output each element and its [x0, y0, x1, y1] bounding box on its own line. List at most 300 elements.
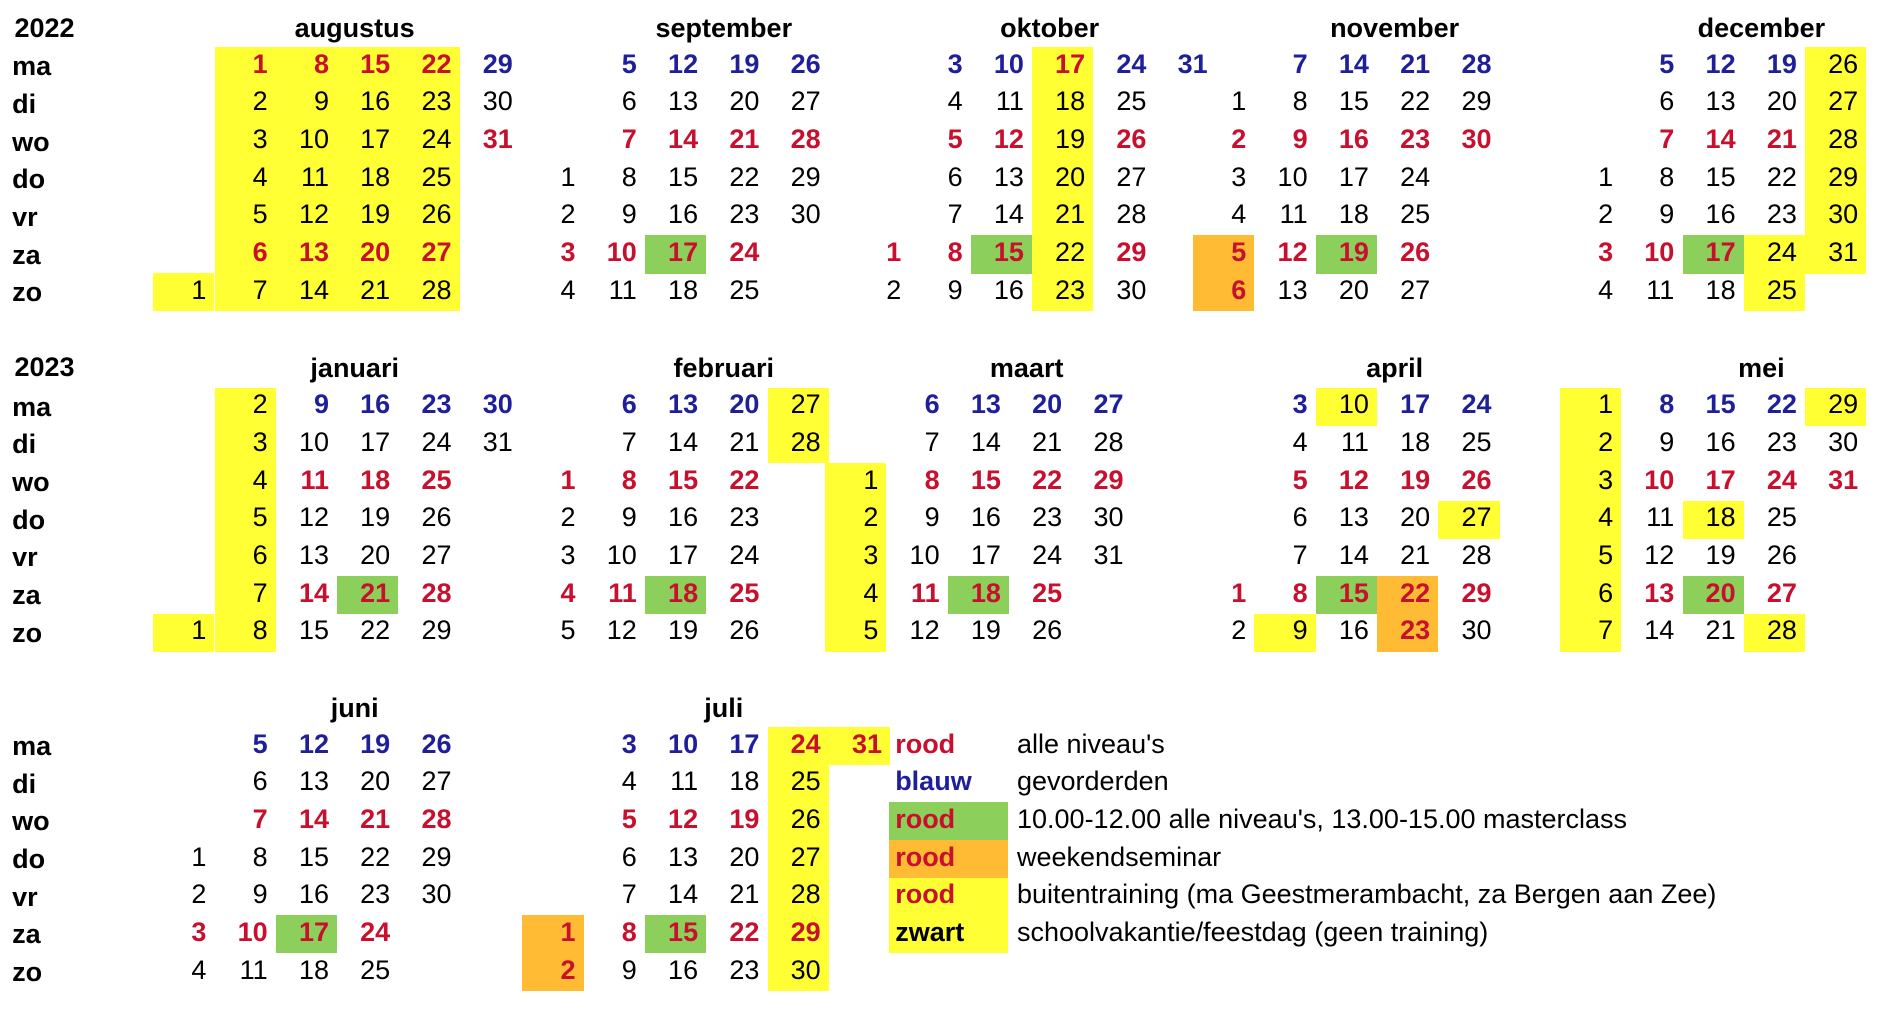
day-number: 25: [1032, 577, 1063, 608]
day-number: 8: [1292, 86, 1308, 117]
day-number: 3: [621, 728, 637, 759]
day-number: 12: [1277, 237, 1308, 267]
day-number: 15: [1705, 389, 1736, 420]
day-number: 1: [1598, 389, 1614, 420]
day-number: 19: [1400, 464, 1431, 495]
day-number: 24: [1032, 539, 1063, 570]
day-number: 21: [729, 124, 760, 155]
day-number: 24: [790, 728, 821, 759]
year-label: 2022: [14, 12, 75, 43]
day-number: 27: [790, 86, 821, 117]
day-number: 28: [1093, 426, 1124, 457]
day-number: 12: [298, 502, 329, 533]
weekday-label: do: [12, 504, 46, 535]
day-number: 30: [1093, 502, 1124, 533]
day-number: 4: [621, 766, 637, 797]
day-number: 24: [1116, 48, 1147, 79]
day-number: 27: [1461, 502, 1492, 533]
day-number: 12: [668, 803, 699, 834]
day-number: 8: [1659, 389, 1675, 420]
weekday-label: wo: [12, 806, 50, 837]
day-number: 30: [482, 389, 513, 420]
day-number: 26: [790, 803, 821, 834]
day-number: 29: [1828, 389, 1859, 420]
day-number: 4: [1231, 199, 1247, 230]
year-label: 2023: [14, 352, 75, 382]
day-number: 24: [729, 539, 760, 570]
day-number: 17: [668, 539, 699, 570]
weekday-label: ma: [12, 51, 52, 82]
day-number: 30: [790, 954, 821, 985]
day-number: 11: [911, 577, 940, 608]
day-number: 24: [421, 426, 452, 457]
month-label: juli: [704, 692, 744, 723]
day-number: 9: [1292, 124, 1308, 155]
day-number: 29: [482, 48, 513, 79]
day-number: 21: [729, 426, 760, 457]
day-number: 30: [1828, 426, 1859, 457]
day-number: 8: [924, 464, 940, 495]
day-number: 6: [252, 766, 268, 797]
day-number: 14: [298, 577, 329, 608]
day-number: 13: [668, 841, 699, 872]
month-label: oktober: [1000, 12, 1100, 43]
day-number: 29: [1093, 464, 1124, 495]
day-number: 16: [668, 199, 699, 230]
day-number: 3: [947, 48, 963, 79]
day-number: 2: [252, 389, 268, 420]
day-number: 19: [1705, 539, 1736, 570]
day-number: 30: [1461, 615, 1492, 646]
day-number: 2: [252, 86, 268, 117]
day-number: 16: [298, 879, 329, 910]
day-number: 7: [252, 803, 268, 834]
day-number: 13: [298, 539, 329, 570]
day-number: 22: [421, 48, 452, 79]
day-number: 18: [668, 274, 699, 305]
day-number: 13: [668, 86, 699, 117]
day-number: 2: [863, 502, 879, 533]
day-number: 25: [1400, 199, 1431, 230]
day-number: 12: [298, 199, 329, 230]
day-number: 25: [421, 464, 452, 495]
day-number: 11: [300, 161, 329, 192]
day-number: 22: [1766, 161, 1797, 192]
day-number: 17: [1055, 48, 1086, 79]
day-number: 16: [1338, 615, 1369, 646]
day-number: 21: [360, 803, 391, 834]
day-number: 25: [1766, 502, 1797, 533]
day-number: 13: [993, 161, 1024, 192]
day-number: 5: [621, 803, 637, 834]
day-number: 27: [790, 389, 821, 420]
day-number: 30: [1828, 199, 1859, 230]
day-number: 5: [252, 728, 268, 759]
day-number: 10: [668, 728, 699, 759]
day-number: 7: [621, 879, 637, 910]
day-number: 19: [729, 48, 760, 79]
weekday-label: zo: [12, 277, 43, 308]
day-number: 17: [1705, 464, 1736, 495]
day-number: 20: [729, 389, 760, 420]
day-number: 14: [993, 199, 1024, 230]
day-number: 6: [1598, 577, 1614, 608]
day-number: 2: [560, 199, 576, 230]
weekday-label: zo: [12, 617, 43, 648]
day-number: 1: [191, 615, 207, 646]
day-number: 31: [482, 124, 513, 155]
day-number: 28: [1461, 539, 1492, 570]
day-number: 20: [360, 237, 391, 267]
day-number: 8: [313, 48, 329, 79]
day-number: 18: [298, 954, 329, 985]
day-number: 10: [1338, 389, 1369, 420]
day-number: 16: [668, 502, 699, 533]
day-number: 17: [360, 426, 391, 457]
day-number: 27: [1116, 161, 1147, 192]
day-number: 28: [1828, 124, 1859, 155]
day-number: 23: [1766, 426, 1797, 457]
day-number: 7: [1292, 539, 1308, 570]
day-number: 13: [298, 237, 329, 267]
day-number: 3: [252, 426, 268, 457]
day-number: 24: [1461, 389, 1492, 420]
day-number: 15: [1338, 86, 1369, 117]
day-number: 28: [1766, 615, 1797, 646]
day-number: 24: [1400, 161, 1431, 192]
day-number: 24: [360, 916, 391, 947]
day-number: 6: [924, 389, 940, 420]
day-number: 23: [729, 954, 760, 985]
day-number: 31: [1177, 48, 1208, 79]
day-number: 5: [1659, 48, 1675, 79]
day-number: 3: [560, 237, 576, 267]
day-number: 4: [947, 86, 963, 117]
weekday-label: do: [12, 164, 46, 195]
day-number: 1: [1231, 577, 1247, 608]
day-number: 20: [1055, 161, 1086, 192]
day-number: 21: [1055, 199, 1086, 230]
month-label: maart: [989, 353, 1064, 384]
day-number: 20: [1032, 389, 1063, 420]
day-number: 28: [790, 426, 821, 457]
day-number: 17: [1400, 389, 1431, 420]
day-number: 24: [729, 237, 760, 267]
day-number: 19: [668, 615, 699, 646]
day-number: 3: [1598, 237, 1614, 267]
day-number: 22: [729, 161, 760, 192]
day-number: 20: [1400, 502, 1431, 533]
day-number: 19: [360, 199, 391, 230]
day-number: 27: [421, 237, 452, 267]
day-number: 23: [1055, 274, 1086, 305]
day-number: 2: [886, 274, 902, 305]
weekday-label: za: [12, 580, 41, 610]
day-number: 3: [191, 916, 207, 947]
day-number: 22: [729, 464, 760, 495]
day-number: 4: [252, 464, 268, 495]
day-number: 18: [360, 464, 391, 495]
day-number: 30: [482, 86, 513, 117]
day-number: 20: [729, 841, 760, 872]
day-number: 5: [863, 615, 879, 646]
day-number: 23: [1766, 199, 1797, 230]
day-number: 11: [239, 954, 268, 985]
day-number: 22: [1055, 237, 1086, 267]
day-number: 2: [1598, 199, 1614, 230]
day-number: 9: [1659, 199, 1675, 230]
day-number: 6: [621, 86, 637, 117]
legend-description: 10.00-12.00 alle niveau's, 13.00-15.00 masterclass: [1017, 803, 1628, 834]
day-number: 26: [790, 48, 821, 79]
day-number: 19: [729, 803, 760, 834]
day-number: 25: [360, 954, 391, 985]
day-number: 21: [1766, 124, 1797, 155]
day-number: 6: [947, 161, 963, 192]
day-number: 27: [790, 841, 821, 872]
day-number: 29: [1461, 577, 1492, 608]
day-number: 7: [924, 426, 940, 457]
weekday-label: di: [12, 429, 37, 460]
legend-swatch-label: blauw: [895, 766, 972, 797]
day-number: 11: [300, 464, 329, 495]
day-number: 31: [1828, 464, 1859, 495]
day-number: 16: [668, 954, 699, 985]
day-number: 26: [1461, 464, 1492, 495]
day-number: 17: [298, 916, 329, 947]
day-number: 5: [252, 199, 268, 230]
month-label: januari: [310, 353, 399, 384]
day-number: 6: [252, 237, 268, 267]
day-number: 2: [560, 502, 576, 533]
day-number: 1: [1231, 86, 1247, 117]
day-number: 10: [237, 916, 268, 947]
day-number: 11: [1279, 199, 1308, 230]
day-number: 13: [1338, 502, 1369, 533]
day-number: 16: [1705, 199, 1736, 230]
day-number: 13: [1705, 86, 1736, 117]
day-number: 25: [729, 577, 760, 608]
day-number: 8: [947, 237, 963, 267]
month-label: december: [1697, 12, 1826, 43]
day-number: 7: [1292, 48, 1308, 79]
day-number: 7: [621, 124, 637, 155]
day-number: 4: [1598, 274, 1614, 305]
day-number: 9: [1659, 426, 1675, 457]
day-number: 21: [1400, 539, 1431, 570]
day-number: 21: [1705, 615, 1736, 646]
day-number: 25: [1766, 274, 1797, 305]
day-number: 26: [1828, 48, 1859, 79]
day-number: 15: [668, 161, 699, 192]
day-number: 27: [1828, 86, 1859, 117]
day-number: 9: [313, 86, 329, 117]
weekday-label: vr: [12, 881, 38, 912]
day-number: 3: [252, 124, 268, 155]
day-number: 10: [909, 539, 940, 570]
day-number: 26: [1116, 124, 1147, 155]
weekday-label: di: [12, 768, 37, 799]
day-number: 15: [668, 916, 699, 947]
day-number: 6: [621, 389, 637, 420]
day-number: 4: [560, 577, 576, 608]
legend-description: schoolvakantie/feestdag (geen training): [1017, 916, 1489, 947]
day-number: 6: [252, 539, 268, 570]
day-number: 23: [360, 879, 391, 910]
day-number: 30: [1116, 274, 1147, 305]
day-number: 22: [360, 841, 391, 872]
day-number: 1: [886, 237, 902, 267]
day-number: 7: [252, 274, 268, 305]
day-number: 14: [1644, 615, 1675, 646]
day-number: 26: [421, 502, 452, 533]
weekday-label: do: [12, 844, 46, 874]
day-number: 28: [790, 879, 821, 910]
day-number: 8: [1292, 577, 1308, 608]
day-number: 8: [621, 464, 637, 495]
weekday-label: wo: [12, 467, 50, 497]
day-number: 5: [947, 124, 963, 155]
day-number: 24: [1766, 237, 1797, 267]
day-number: 16: [993, 274, 1024, 305]
day-number: 17: [1705, 237, 1736, 267]
day-number: 10: [993, 48, 1024, 79]
day-number: 16: [360, 86, 391, 117]
day-number: 13: [1277, 274, 1308, 305]
day-number: 1: [863, 464, 879, 495]
day-number: 2: [1231, 124, 1247, 155]
day-number: 9: [313, 389, 329, 420]
day-number: 30: [1461, 124, 1492, 155]
day-number: 31: [1828, 237, 1859, 267]
day-number: 26: [421, 728, 452, 759]
day-number: 9: [621, 199, 637, 230]
day-number: 12: [298, 728, 329, 759]
day-number: 13: [1644, 577, 1675, 608]
day-number: 6: [1292, 502, 1308, 533]
day-number: 10: [1644, 464, 1675, 495]
weekday-label: ma: [12, 391, 52, 422]
day-number: 13: [668, 389, 699, 420]
day-number: 10: [606, 237, 637, 267]
day-number: 26: [1400, 237, 1431, 267]
day-number: 16: [1338, 124, 1369, 155]
day-number: 23: [1400, 124, 1431, 155]
day-number: 25: [790, 766, 821, 797]
day-number: 29: [1461, 86, 1492, 117]
day-number: 15: [668, 464, 699, 495]
day-number: 14: [668, 879, 699, 910]
day-number: 12: [909, 615, 940, 646]
legend-swatch-label: zwart: [895, 916, 965, 947]
day-number: 9: [621, 502, 637, 533]
day-number: 18: [1400, 426, 1431, 457]
day-number: 24: [1766, 464, 1797, 495]
day-number: 20: [360, 539, 391, 570]
day-number: 13: [298, 766, 329, 797]
day-number: 20: [1766, 86, 1797, 117]
day-number: 16: [1705, 426, 1736, 457]
day-number: 23: [729, 502, 760, 533]
day-number: 14: [668, 426, 699, 457]
day-number: 12: [606, 615, 637, 646]
weekday-label: zo: [12, 957, 43, 987]
day-number: 8: [1659, 161, 1675, 192]
day-number: 4: [560, 274, 576, 305]
day-number: 3: [1231, 161, 1247, 192]
day-number: 8: [252, 615, 268, 646]
day-number: 29: [421, 841, 452, 872]
weekday-label: vr: [12, 542, 38, 573]
day-number: 19: [1766, 48, 1797, 79]
day-number: 11: [1646, 502, 1675, 533]
day-number: 22: [1400, 86, 1431, 117]
day-number: 18: [668, 577, 699, 608]
day-number: 7: [947, 199, 963, 230]
day-number: 11: [1646, 274, 1675, 305]
day-number: 25: [421, 161, 452, 192]
day-number: 27: [1400, 274, 1431, 305]
day-number: 9: [924, 502, 940, 533]
day-number: 17: [970, 539, 1001, 570]
day-number: 18: [729, 766, 760, 797]
legend-description: alle niveau's: [1017, 728, 1165, 759]
day-number: 25: [1461, 426, 1492, 457]
day-number: 4: [252, 161, 268, 192]
day-number: 4: [1598, 502, 1614, 533]
day-number: 21: [729, 879, 760, 910]
day-number: 23: [1400, 615, 1431, 646]
day-number: 22: [1400, 577, 1431, 608]
month-label: september: [655, 12, 793, 43]
day-number: 7: [1598, 615, 1614, 646]
day-number: 26: [1766, 539, 1797, 570]
day-number: 26: [729, 615, 760, 646]
day-number: 15: [1338, 577, 1369, 608]
day-number: 22: [729, 916, 760, 947]
legend-swatch-label: rood: [895, 879, 956, 910]
day-number: 4: [1292, 426, 1308, 457]
day-number: 4: [191, 954, 207, 985]
month-label: augustus: [294, 12, 415, 43]
day-number: 12: [668, 48, 699, 79]
day-number: 2: [191, 879, 207, 910]
day-number: 29: [1116, 237, 1147, 267]
day-number: 7: [621, 426, 637, 457]
legend-description: buitentraining (ma Geestmerambacht, za Bergen aan Zee): [1017, 879, 1717, 910]
day-number: 14: [1705, 124, 1736, 155]
day-number: 17: [729, 728, 760, 759]
month-label: april: [1366, 353, 1424, 384]
day-number: 24: [421, 124, 452, 155]
day-number: 8: [252, 841, 268, 872]
day-number: 4: [863, 577, 879, 608]
day-number: 2: [1231, 615, 1247, 646]
legend-swatch-label: rood: [895, 841, 956, 872]
day-number: 3: [863, 539, 879, 570]
day-number: 1: [191, 841, 207, 872]
day-number: 19: [360, 728, 391, 759]
day-number: 12: [1705, 48, 1736, 79]
day-number: 11: [670, 766, 699, 797]
day-number: 10: [1277, 161, 1308, 192]
day-number: 1: [1598, 161, 1614, 192]
day-number: 5: [560, 615, 576, 646]
day-number: 14: [1338, 539, 1369, 570]
day-number: 19: [360, 502, 391, 533]
day-number: 9: [252, 879, 268, 910]
day-number: 12: [1338, 464, 1369, 495]
